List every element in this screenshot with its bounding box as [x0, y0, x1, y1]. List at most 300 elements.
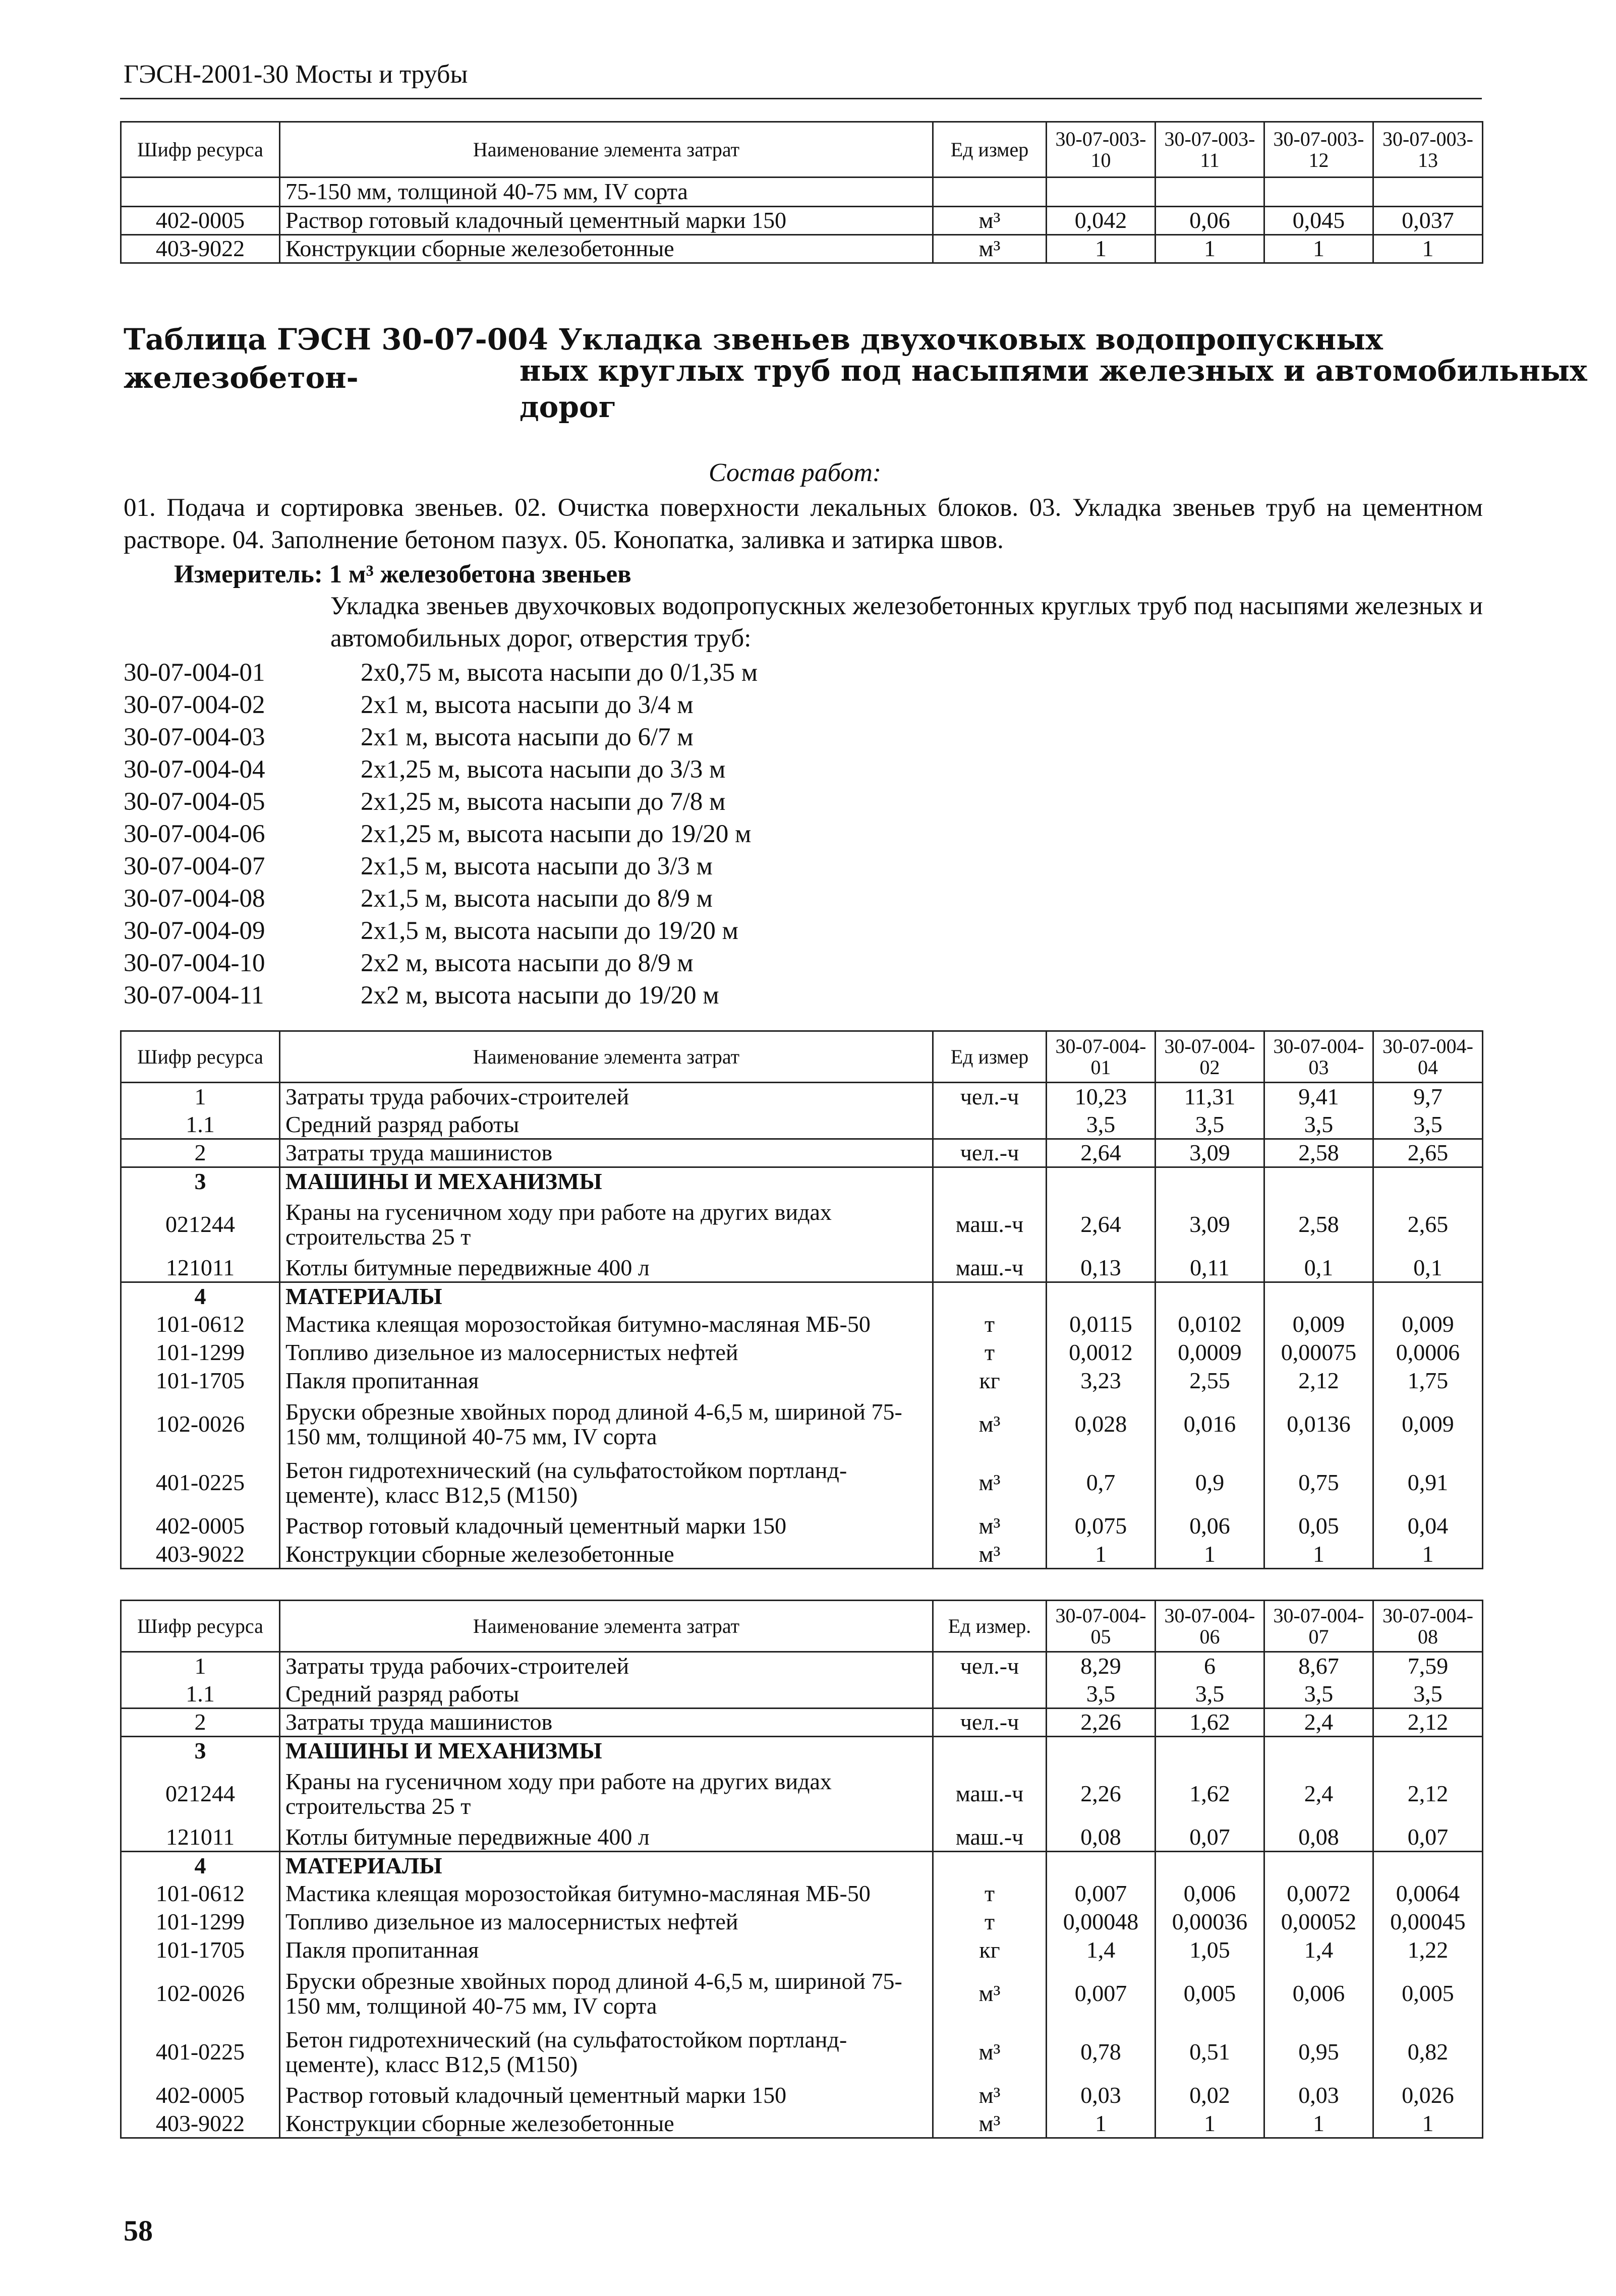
cost-item-name: МАТЕРИАЛЫ — [280, 1852, 933, 1880]
norm-value: 0,016 — [1156, 1395, 1264, 1454]
cost-item-name: Раствор готовый кладочный цементный марки 150 — [280, 1512, 933, 1541]
norm-value: 0,07 — [1156, 1823, 1264, 1852]
norm-description: 2х1,5 м, высота насыпи до 3/3 м — [361, 852, 713, 880]
norm-list-item — [124, 947, 758, 979]
col-header-norm: 30-07-004-01 — [1047, 1031, 1156, 1083]
table-row — [121, 1541, 1483, 1569]
unit: кг — [933, 1367, 1047, 1395]
col-header-name: Наименование элемента затрат — [280, 122, 933, 178]
col-header-unit: Ед измер — [933, 1031, 1047, 1083]
norm-value: 2,64 — [1047, 1139, 1156, 1167]
norms-table-004-05-08 — [120, 1600, 1483, 2139]
norm-value: 9,7 — [1373, 1083, 1483, 1111]
resource-code: 3 — [121, 1167, 280, 1196]
table-row — [121, 1709, 1483, 1737]
table-row — [121, 1936, 1483, 1965]
norm-value: 2,64 — [1047, 1196, 1156, 1254]
table-row — [121, 1254, 1483, 1282]
norm-value: 0,007 — [1047, 1965, 1156, 2023]
norm-description: 2х1,25 м, высота насыпи до 7/8 м — [361, 788, 726, 816]
table-row — [121, 1765, 1483, 1823]
norm-value: 1 — [1373, 235, 1483, 263]
norm-value: 2,58 — [1264, 1139, 1373, 1167]
norm-value: 2,4 — [1264, 1765, 1373, 1823]
norm-value: 8,29 — [1047, 1652, 1156, 1680]
resource-code: 2 — [121, 1709, 280, 1737]
col-header-name: Наименование элемента затрат — [280, 1601, 933, 1652]
cost-item-name: Конструкции сборные железобетонные — [280, 235, 933, 263]
norm-list-item — [124, 689, 758, 721]
table-row — [121, 1395, 1483, 1454]
norm-value: 2,58 — [1264, 1196, 1373, 1254]
unit: маш.-ч — [933, 1254, 1047, 1282]
norm-value — [1373, 1737, 1483, 1765]
unit: м³ — [933, 2082, 1047, 2110]
norm-value — [1156, 1282, 1264, 1311]
norm-value: 0,08 — [1264, 1823, 1373, 1852]
norm-value: 3,5 — [1373, 1680, 1483, 1709]
norm-list-item — [124, 882, 758, 915]
resource-code: 401-0225 — [121, 1454, 280, 1512]
table-row — [121, 1680, 1483, 1709]
unit: чел.-ч — [933, 1709, 1047, 1737]
cost-item-name: Краны на гусеничном ходу при работе на других видах строительства 25 т — [280, 1765, 933, 1823]
norm-value: 0,00036 — [1156, 1908, 1264, 1936]
resource-code: 402-0005 — [121, 2082, 280, 2110]
unit: т — [933, 1908, 1047, 1936]
norm-value: 1 — [1156, 235, 1264, 263]
norm-value: 3,23 — [1047, 1367, 1156, 1395]
unit: м³ — [933, 207, 1047, 235]
unit — [933, 1282, 1047, 1311]
norms-table-004-01-04 — [120, 1030, 1483, 1569]
unit: маш.-ч — [933, 1823, 1047, 1852]
norm-value — [1264, 178, 1373, 207]
norm-value: 10,23 — [1047, 1083, 1156, 1111]
norm-value: 0,00045 — [1373, 1908, 1483, 1936]
unit: м³ — [933, 1454, 1047, 1512]
norm-value: 0,04 — [1373, 1512, 1483, 1541]
norm-value: 2,26 — [1047, 1709, 1156, 1737]
table-row — [121, 2082, 1483, 2110]
norm-value: 0,009 — [1373, 1311, 1483, 1339]
norm-value: 0,0009 — [1156, 1339, 1264, 1367]
cost-item-name: Мастика клеящая морозостойкая битумно-масляная МБ-50 — [280, 1311, 933, 1339]
norm-value: 0,13 — [1047, 1254, 1156, 1282]
unit — [933, 1852, 1047, 1880]
col-header-code: Шифр ресурса — [121, 122, 280, 178]
norm-value — [1264, 1282, 1373, 1311]
norm-value: 3,5 — [1047, 1111, 1156, 1139]
unit: чел.-ч — [933, 1139, 1047, 1167]
resource-code: 1 — [121, 1652, 280, 1680]
meter-label: Измеритель: — [174, 560, 323, 588]
norm-value: 0,9 — [1156, 1454, 1264, 1512]
cost-item-name: Конструкции сборные железобетонные — [280, 2110, 933, 2138]
table-row — [121, 1111, 1483, 1139]
norm-list-item — [124, 657, 758, 689]
norm-value: 0,042 — [1047, 207, 1156, 235]
header-rule — [120, 98, 1482, 99]
unit: м³ — [933, 1512, 1047, 1541]
resource-code: 101-0612 — [121, 1880, 280, 1908]
norm-value: 0,0102 — [1156, 1311, 1264, 1339]
norm-value — [1047, 1737, 1156, 1765]
norm-value: 11,31 — [1156, 1083, 1264, 1111]
resource-code: 4 — [121, 1852, 280, 1880]
norm-value: 1 — [1264, 2110, 1373, 2138]
table-row — [121, 1339, 1483, 1367]
unit: кг — [933, 1936, 1047, 1965]
norm-value: 1 — [1156, 1541, 1264, 1569]
unit: маш.-ч — [933, 1196, 1047, 1254]
norm-value: 1,75 — [1373, 1367, 1483, 1395]
resource-code: 403-9022 — [121, 235, 280, 263]
norm-value: 2,12 — [1373, 1709, 1483, 1737]
norm-code: 30-07-004-01 — [124, 659, 265, 687]
norm-value — [1047, 178, 1156, 207]
table-row — [121, 1196, 1483, 1254]
norm-value: 0,006 — [1156, 1880, 1264, 1908]
table-row — [121, 235, 1483, 263]
table-row — [121, 1823, 1483, 1852]
cost-item-name: Котлы битумные передвижные 400 л — [280, 1823, 933, 1852]
unit: м³ — [933, 2110, 1047, 2138]
norm-value: 2,12 — [1373, 1765, 1483, 1823]
table-row — [121, 1454, 1483, 1512]
col-header-unit: Ед измер. — [933, 1601, 1047, 1652]
norm-value: 0,82 — [1373, 2023, 1483, 2082]
norm-value: 1 — [1264, 1541, 1373, 1569]
norm-value — [1156, 178, 1264, 207]
unit — [933, 1111, 1047, 1139]
table-row — [121, 178, 1483, 207]
norm-value — [1373, 1282, 1483, 1311]
resource-code: 2 — [121, 1139, 280, 1167]
resource-code: 021244 — [121, 1765, 280, 1823]
unit: м³ — [933, 1541, 1047, 1569]
norm-value: 3,5 — [1264, 1111, 1373, 1139]
cost-item-name: Котлы битумные передвижные 400 л — [280, 1254, 933, 1282]
norm-value: 0,78 — [1047, 2023, 1156, 2082]
norm-value — [1047, 1282, 1156, 1311]
norm-value: 0,00052 — [1264, 1908, 1373, 1936]
norm-code: 30-07-004-06 — [124, 820, 265, 848]
unit — [933, 1680, 1047, 1709]
resource-code: 403-9022 — [121, 1541, 280, 1569]
norm-value: 1 — [1047, 2110, 1156, 2138]
col-header-norm: 30-07-003-12 — [1264, 122, 1373, 178]
work-description: Укладка звеньев двухочковых водопропускных железобетонных круглых труб под насыпями железных и автомобильных дорог, отверстия труб: — [330, 592, 1483, 653]
norm-value: 1 — [1264, 235, 1373, 263]
resource-code: 403-9022 — [121, 2110, 280, 2138]
norm-value: 0,0115 — [1047, 1311, 1156, 1339]
cost-item-name: Краны на гусеничном ходу при работе на других видах строительства 25 т — [280, 1196, 933, 1254]
norm-list-item — [124, 915, 758, 947]
cost-item-name: МАШИНЫ И МЕХАНИЗМЫ — [280, 1737, 933, 1765]
norm-code: 30-07-004-03 — [124, 723, 265, 751]
norm-value: 0,1 — [1264, 1254, 1373, 1282]
norm-value: 0,0072 — [1264, 1880, 1373, 1908]
norm-value: 0,005 — [1156, 1965, 1264, 2023]
norm-value: 1 — [1047, 235, 1156, 263]
norm-value: 2,65 — [1373, 1139, 1483, 1167]
resource-code: 3 — [121, 1737, 280, 1765]
cost-item-name: Пакля пропитанная — [280, 1367, 933, 1395]
unit: т — [933, 1880, 1047, 1908]
norm-value: 0,75 — [1264, 1454, 1373, 1512]
norm-list-item — [124, 786, 758, 818]
norm-value: 0,0064 — [1373, 1880, 1483, 1908]
resource-code: 4 — [121, 1282, 280, 1311]
table-header-row — [121, 1031, 1483, 1083]
norm-value: 1,05 — [1156, 1936, 1264, 1965]
table-row — [121, 1083, 1483, 1111]
norm-value: 0,06 — [1156, 207, 1264, 235]
norm-value — [1264, 1737, 1373, 1765]
norm-value: 3,5 — [1156, 1680, 1264, 1709]
table-row — [121, 207, 1483, 235]
resource-code: 102-0026 — [121, 1965, 280, 2023]
norm-description: 2х1,25 м, высота насыпи до 3/3 м — [361, 755, 726, 784]
norm-value: 7,59 — [1373, 1652, 1483, 1680]
norm-value: 0,0012 — [1047, 1339, 1156, 1367]
table-header-row — [121, 1601, 1483, 1652]
table-row — [121, 1139, 1483, 1167]
table-row — [121, 1737, 1483, 1765]
norm-value: 2,4 — [1264, 1709, 1373, 1737]
norm-value: 9,41 — [1264, 1083, 1373, 1111]
norm-value — [1264, 1852, 1373, 1880]
col-header-norm: 30-07-003-11 — [1156, 122, 1264, 178]
meter-line — [174, 560, 631, 589]
norm-value: 3,5 — [1047, 1680, 1156, 1709]
unit: т — [933, 1311, 1047, 1339]
cost-item-name: Раствор готовый кладочный цементный марки 150 — [280, 2082, 933, 2110]
unit: м³ — [933, 1965, 1047, 2023]
cost-item-name: Пакля пропитанная — [280, 1936, 933, 1965]
resource-code: 101-0612 — [121, 1311, 280, 1339]
col-header-norm: 30-07-004-08 — [1373, 1601, 1483, 1652]
norm-value: 1,62 — [1156, 1709, 1264, 1737]
col-header-norm: 30-07-004-05 — [1047, 1601, 1156, 1652]
norm-list-item — [124, 753, 758, 786]
resource-code: 101-1705 — [121, 1936, 280, 1965]
cost-item-name: МАТЕРИАЛЫ — [280, 1282, 933, 1311]
norm-value — [1373, 1167, 1483, 1196]
table-row — [121, 2023, 1483, 2082]
unit: м³ — [933, 235, 1047, 263]
norm-value: 0,028 — [1047, 1395, 1156, 1454]
unit: чел.-ч — [933, 1083, 1047, 1111]
col-header-code: Шифр ресурса — [121, 1601, 280, 1652]
norm-value: 0,11 — [1156, 1254, 1264, 1282]
resource-code: 402-0005 — [121, 207, 280, 235]
norm-value: 1 — [1373, 1541, 1483, 1569]
norm-value: 0,02 — [1156, 2082, 1264, 2110]
norm-value: 1,4 — [1264, 1936, 1373, 1965]
unit — [933, 178, 1047, 207]
norm-list-item — [124, 979, 758, 1012]
norm-value: 0,07 — [1373, 1823, 1483, 1852]
norm-value: 0,05 — [1264, 1512, 1373, 1541]
cost-item-name: Конструкции сборные железобетонные — [280, 1541, 933, 1569]
norm-value: 0,045 — [1264, 207, 1373, 235]
norm-code: 30-07-004-07 — [124, 852, 265, 880]
top-continuation-table — [120, 121, 1483, 264]
cost-item-name: Бетон гидротехнический (на сульфатостойком портланд-цементе), класс В12,5 (М150) — [280, 2023, 933, 2082]
norm-code: 30-07-004-09 — [124, 917, 265, 945]
norm-code: 30-07-004-08 — [124, 885, 265, 913]
table-row — [121, 1282, 1483, 1311]
norm-description: 2х0,75 м, высота насыпи до 0/1,35 м — [361, 659, 758, 687]
unit — [933, 1167, 1047, 1196]
norm-value: 3,5 — [1373, 1111, 1483, 1139]
norm-value: 0,0136 — [1264, 1395, 1373, 1454]
col-header-norm: 30-07-004-02 — [1156, 1031, 1264, 1083]
norm-value — [1373, 178, 1483, 207]
norm-value — [1156, 1167, 1264, 1196]
norm-description: 2х1 м, высота насыпи до 6/7 м — [361, 723, 694, 751]
norm-value: 0,1 — [1373, 1254, 1483, 1282]
norm-value: 2,65 — [1373, 1196, 1483, 1254]
norm-value: 0,075 — [1047, 1512, 1156, 1541]
norm-value: 0,7 — [1047, 1454, 1156, 1512]
table-row — [121, 2110, 1483, 2138]
norm-value: 0,06 — [1156, 1512, 1264, 1541]
resource-code: 402-0005 — [121, 1512, 280, 1541]
unit: т — [933, 1339, 1047, 1367]
meter-value: 1 м³ железобетона звеньев — [329, 560, 631, 588]
table-row — [121, 1652, 1483, 1680]
col-header-norm: 30-07-004-03 — [1264, 1031, 1373, 1083]
norm-value: 2,26 — [1047, 1765, 1156, 1823]
norm-value: 0,007 — [1047, 1880, 1156, 1908]
cost-item-name: Затраты труда рабочих-строителей — [280, 1652, 933, 1680]
resource-code: 401-0225 — [121, 2023, 280, 2082]
norm-value: 2,55 — [1156, 1367, 1264, 1395]
cost-item-name: Затраты труда рабочих-строителей — [280, 1083, 933, 1111]
norm-code: 30-07-004-10 — [124, 949, 265, 977]
col-header-norm: 30-07-003-13 — [1373, 122, 1483, 178]
norm-code: 30-07-004-11 — [124, 981, 264, 1010]
cost-item-name: Средний разряд работы — [280, 1680, 933, 1709]
norm-value: 0,08 — [1047, 1823, 1156, 1852]
col-header-norm: 30-07-004-06 — [1156, 1601, 1264, 1652]
norm-value: 1,22 — [1373, 1936, 1483, 1965]
norm-value: 0,95 — [1264, 2023, 1373, 2082]
cost-item-name: Бруски обрезные хвойных пород длиной 4-6,5 м, шириной 75-150 мм, толщиной 40-75 мм, IV сорта — [280, 1395, 933, 1454]
resource-code: 101-1299 — [121, 1339, 280, 1367]
col-header-unit: Ед измер — [933, 122, 1047, 178]
norm-value: 0,51 — [1156, 2023, 1264, 2082]
norm-list-item — [124, 818, 758, 850]
norm-value: 0,037 — [1373, 207, 1483, 235]
table-row — [121, 1965, 1483, 2023]
norm-value: 2,12 — [1264, 1367, 1373, 1395]
unit: м³ — [933, 1395, 1047, 1454]
norm-description: 2х2 м, высота насыпи до 8/9 м — [361, 949, 694, 977]
norm-value — [1156, 1737, 1264, 1765]
resource-code: 1.1 — [121, 1111, 280, 1139]
norm-value: 0,91 — [1373, 1454, 1483, 1512]
col-header-norm: 30-07-004-07 — [1264, 1601, 1373, 1652]
norm-value: 1 — [1373, 2110, 1483, 2138]
norm-list-item — [124, 850, 758, 882]
table-header-row — [121, 122, 1483, 178]
resource-code: 102-0026 — [121, 1395, 280, 1454]
norm-value: 0,009 — [1373, 1395, 1483, 1454]
norm-value: 3,09 — [1156, 1139, 1264, 1167]
cost-item-name: Затраты труда машинистов — [280, 1139, 933, 1167]
norm-description: 2х1,25 м, высота насыпи до 19/20 м — [361, 820, 752, 848]
cost-item-name: Мастика клеящая морозостойкая битумно-масляная МБ-50 — [280, 1880, 933, 1908]
cost-item-name: 75-150 мм, толщиной 40-75 мм, IV сорта — [280, 178, 933, 207]
table-row — [121, 1512, 1483, 1541]
cost-item-name: Бетон гидротехнический (на сульфатостойком портланд-цементе), класс В12,5 (М150) — [280, 1454, 933, 1512]
norm-description: 2х2 м, высота насыпи до 19/20 м — [361, 981, 719, 1010]
norm-description: 2х1,5 м, высота насыпи до 19/20 м — [361, 917, 738, 945]
norm-list — [124, 657, 758, 1012]
col-header-norm: 30-07-003-10 — [1047, 122, 1156, 178]
norm-code: 30-07-004-02 — [124, 691, 265, 719]
norm-value: 0,005 — [1373, 1965, 1483, 2023]
norm-value: 1,4 — [1047, 1936, 1156, 1965]
cost-item-name: Топливо дизельное из малосернистых нефтей — [280, 1339, 933, 1367]
norm-code: 30-07-004-05 — [124, 788, 265, 816]
norm-value: 8,67 — [1264, 1652, 1373, 1680]
norm-value — [1047, 1167, 1156, 1196]
resource-code: 1.1 — [121, 1680, 280, 1709]
norm-list-item — [124, 721, 758, 753]
norm-value — [1047, 1852, 1156, 1880]
resource-code: 021244 — [121, 1196, 280, 1254]
cost-item-name: МАШИНЫ И МЕХАНИЗМЫ — [280, 1167, 933, 1196]
table-row — [121, 1908, 1483, 1936]
unit: маш.-ч — [933, 1765, 1047, 1823]
norm-value: 1 — [1047, 1541, 1156, 1569]
unit: чел.-ч — [933, 1652, 1047, 1680]
col-header-norm: 30-07-004-04 — [1373, 1031, 1483, 1083]
cost-item-name: Средний разряд работы — [280, 1111, 933, 1139]
norm-description: 2х1,5 м, высота насыпи до 8/9 м — [361, 885, 713, 913]
section-title-line-1: Таблица ГЭСН 30-07-004 Укладка звеньев двухочковых водопропускных железобетон- — [124, 322, 1383, 395]
norm-value: 0,0006 — [1373, 1339, 1483, 1367]
norm-value: 0,03 — [1047, 2082, 1156, 2110]
resource-code: 1 — [121, 1083, 280, 1111]
resource-code — [121, 178, 280, 207]
cost-item-name: Раствор готовый кладочный цементный марки 150 — [280, 207, 933, 235]
unit — [933, 1737, 1047, 1765]
norm-value — [1373, 1852, 1483, 1880]
resource-code: 121011 — [121, 1254, 280, 1282]
col-header-code: Шифр ресурса — [121, 1031, 280, 1083]
norm-description: 2х1 м, высота насыпи до 3/4 м — [361, 691, 694, 719]
resource-code: 121011 — [121, 1823, 280, 1852]
page-number: 58 — [124, 2214, 153, 2247]
col-header-name: Наименование элемента затрат — [280, 1031, 933, 1083]
resource-code: 101-1299 — [121, 1908, 280, 1936]
cost-item-name: Бруски обрезные хвойных пород длиной 4-6,5 м, шириной 75-150 мм, толщиной 40-75 мм, IV сорта — [280, 1965, 933, 2023]
cost-item-name: Топливо дизельное из малосернистых нефтей — [280, 1908, 933, 1936]
section-title-line-3: дорог — [520, 390, 617, 424]
table-row — [121, 1852, 1483, 1880]
norm-value: 0,006 — [1264, 1965, 1373, 2023]
norm-value: 0,03 — [1264, 2082, 1373, 2110]
norm-value: 0,00075 — [1264, 1339, 1373, 1367]
table-row — [121, 1167, 1483, 1196]
composition-text: 01. Подача и сортировка звеньев. 02. Очистка поверхности лекальных блоков. 03. Укладка звеньев труб на цементном растворе. 04. Заполнение бетоном пазух. 05. Конопатка, заливка и затирка швов. — [124, 494, 1483, 554]
